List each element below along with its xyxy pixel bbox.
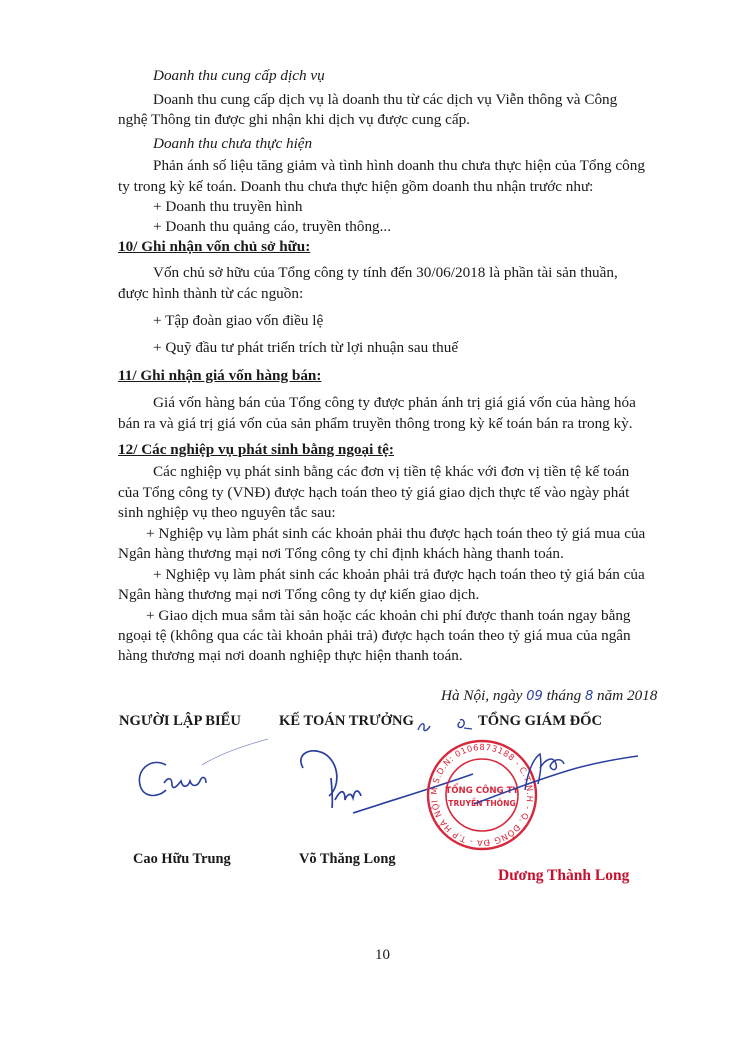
stamp-center-line2: TRUYỀN THÔNG bbox=[448, 799, 516, 808]
date-line bbox=[441, 686, 657, 707]
list-item: + Quỹ đầu tư phát triển trích từ lợi nhuận sau thuế bbox=[153, 339, 459, 356]
section-heading: 12/ Các nghiệp vụ phát sinh bằng ngoại tệ: bbox=[118, 441, 394, 458]
date-year: năm 2018 bbox=[597, 687, 658, 704]
preparer-name: Cao Hữu Trung bbox=[133, 851, 231, 867]
general-director-name: Dương Thành Long bbox=[498, 867, 630, 884]
chief-accountant-name: Võ Thăng Long bbox=[299, 851, 396, 867]
paragraph-line: sinh nghiệp vụ theo nguyên tắc sau: bbox=[118, 504, 336, 521]
paragraph-line: Các nghiệp vụ phát sinh bằng các đơn vị tiền tệ khác với đơn vị tiền tệ kế toán bbox=[153, 463, 630, 480]
paragraph-line: bán ra và giá trị giá vốn của sản phẩm truyền thông trong kỳ kế toán bán ra trong kỳ. bbox=[118, 415, 633, 432]
subsection-title: Doanh thu cung cấp dịch vụ bbox=[153, 67, 325, 84]
general-director-title: TỔNG GIÁM ĐỐC bbox=[478, 713, 603, 729]
date-prefix: Hà Nội, ngày bbox=[441, 687, 523, 704]
section-heading: 10/ Ghi nhận vốn chủ sở hữu: bbox=[118, 238, 311, 255]
stamp-center-line1: TỔNG CÔNG TY bbox=[445, 786, 519, 796]
general-director-signature bbox=[470, 744, 640, 824]
date-day: 09 bbox=[526, 689, 543, 704]
paragraph-line: Ngân hàng thương mại nơi Tổng công ty chỉ định khách hàng thanh toán. bbox=[118, 545, 564, 562]
list-item: + Tập đoàn giao vốn điều lệ bbox=[153, 312, 324, 329]
paragraph-line: Phản ánh số liệu tăng giảm và tình hình doanh thu chưa thực hiện của Tổng công bbox=[153, 157, 645, 174]
paragraph-line: hàng thương mại nơi doanh nghiệp thực hiện thanh toán. bbox=[118, 647, 463, 664]
list-item: + Nghiệp vụ làm phát sinh các khoản phải trả được hạch toán theo tỷ giá bán của bbox=[153, 566, 645, 583]
initial-mark bbox=[416, 712, 476, 736]
paragraph-line: được hình thành từ các nguồn: bbox=[118, 285, 304, 302]
page-number: 10 bbox=[375, 947, 390, 963]
paragraph-line: của Tổng công ty (VNĐ) được hạch toán theo tỷ giá giao dịch thực tế vào ngày phát bbox=[118, 484, 630, 501]
list-item: + Doanh thu truyền hình bbox=[153, 198, 303, 215]
list-item: + Giao dịch mua sắm tài sản hoặc các khoản chi phí được thanh toán ngay bằng bbox=[146, 607, 631, 624]
preparer-signature bbox=[126, 735, 276, 810]
chief-accountant-title: KẾ TOÁN TRƯỞNG bbox=[279, 713, 414, 729]
paragraph-line: ty trong kỳ kế toán. Doanh thu chưa thực hiện gồm doanh thu nhận trước như: bbox=[118, 178, 594, 195]
paragraph-line: Vốn chủ sở hữu của Tổng công ty tính đến 30/06/2018 là phần tài sản thuần, bbox=[153, 264, 618, 281]
paragraph-line: ngoại tệ (không qua các tài khoản phải trả) được hạch toán theo tỷ giá mua của ngân bbox=[118, 627, 631, 644]
paragraph-line: Giá vốn hàng bán của Tổng công ty được phản ánh trị giá giá vốn của hàng hóa bbox=[153, 394, 636, 411]
preparer-title: NGƯỜI LẬP BIỂU bbox=[119, 713, 241, 729]
list-item: + Nghiệp vụ làm phát sinh các khoản phải thu được hạch toán theo tỷ giá mua của bbox=[146, 525, 646, 542]
paragraph-line: Ngân hàng thương mại nơi Tổng công ty dự kiến giao dịch. bbox=[118, 586, 480, 603]
date-month: 8 bbox=[584, 689, 594, 704]
subsection-title: Doanh thu chưa thực hiện bbox=[153, 135, 313, 152]
paragraph-line: nghệ Thông tin được ghi nhận khi dịch vụ được cung cấp. bbox=[118, 111, 470, 128]
list-item: + Doanh thu quảng cáo, truyền thông... bbox=[153, 218, 392, 235]
stamp-ring-text: M.S.D.N: 0106873188 - C.T.N.H - Q. ĐỐNG ĐA - T.P HÀ NỘI bbox=[428, 741, 536, 849]
section-heading: 11/ Ghi nhận giá vốn hàng bán: bbox=[118, 367, 322, 384]
paragraph-line: Doanh thu cung cấp dịch vụ là doanh thu từ các dịch vụ Viễn thông và Công bbox=[153, 91, 618, 108]
date-month-word: tháng bbox=[546, 687, 582, 704]
